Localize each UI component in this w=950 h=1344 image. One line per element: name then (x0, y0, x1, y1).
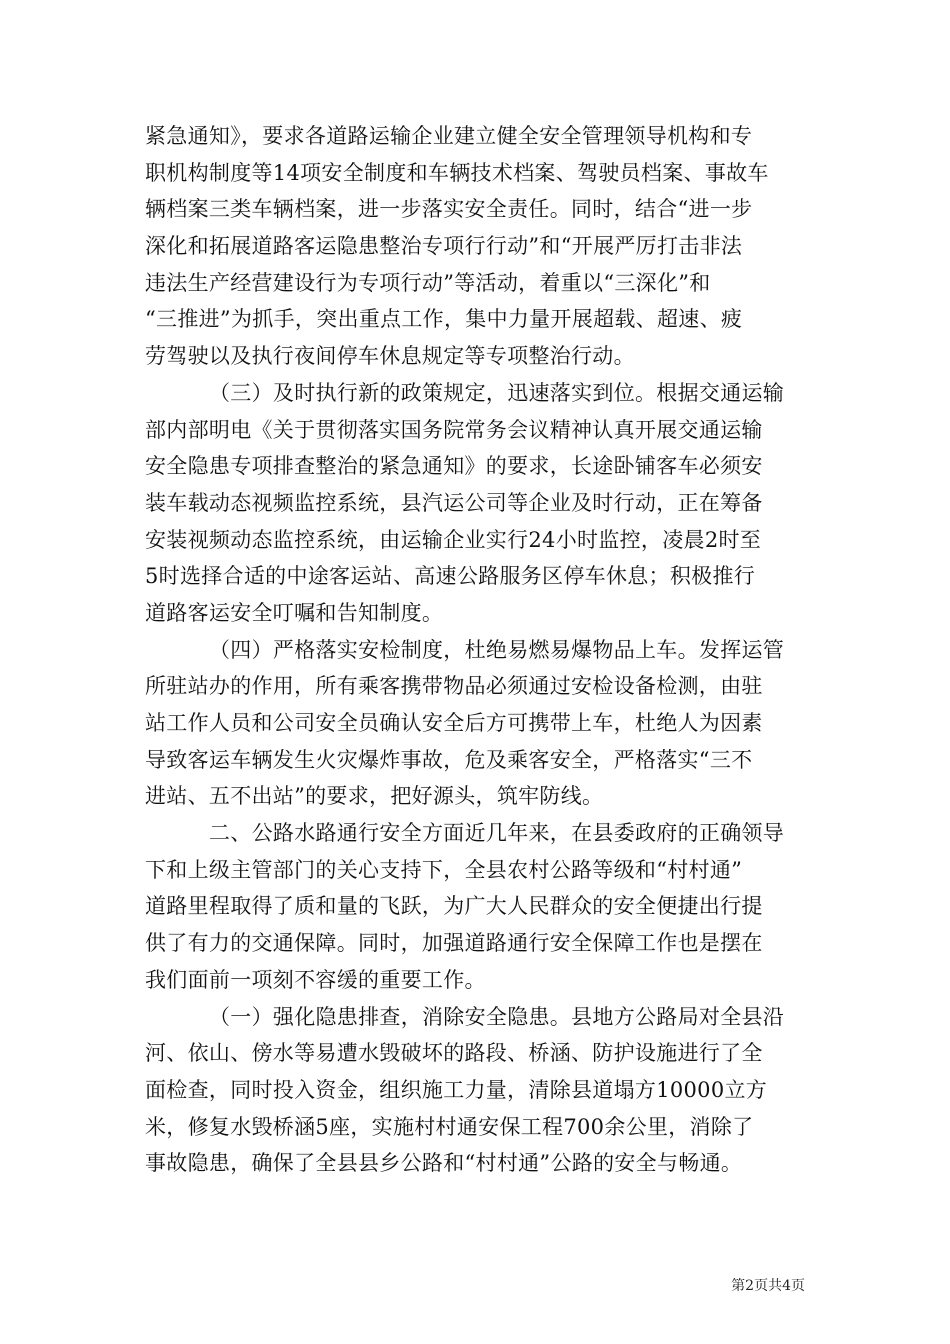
text-line: 道路里程取得了质和量的飞跃，为广大人民群众的安全便捷出行提 (145, 894, 763, 919)
text-line: （一）强化隐患排查，消除安全隐患。县地方公路局对全县沿 (209, 1004, 785, 1029)
body-text (145, 118, 807, 1182)
text-line: 违法生产经营建设行为专项行动”等活动，着重以“三深化”和 (145, 270, 711, 295)
text-line: 紧急通知》，要求各道路运输企业建立健全安全管理领导机构和专 (145, 124, 753, 148)
text-line: 站工作人员和公司安全员确认安全后方可携带上车，杜绝人为因素 (145, 711, 763, 735)
text-line: 二、公路水路通行安全方面近几年来，在县委政府的正确领导 (209, 821, 785, 846)
text-line: 供了有力的交通保障。同时，加强道路通行安全保障工作也是摆在 (145, 931, 763, 956)
text-line: 部内部明电《关于贯彻落实国务院常务会议精神认真开展交通运输 (145, 417, 763, 442)
text-line: 5时选择合适的中途客运站、高速公路服务区停车休息；积极推行 (145, 564, 756, 589)
text-line: 所驻站办的作用，所有乘客携带物品必须通过安检设备检测，由驻 (145, 674, 763, 699)
page-number-footer: 第2页共4页 (731, 1278, 805, 1294)
text-line: 导致客运车辆发生火灾爆炸事故，危及乘客安全，严格落实“三不 (145, 747, 753, 772)
text-line: 米，修复水毁桥涵5座，实施村村通安保工程700余公里，消除了 (145, 1114, 754, 1139)
text-line: 辆档案三类车辆档案，进一步落实安全责任。同时，结合“进一步 (145, 197, 753, 222)
text-line: 下和上级主管部门的关心支持下，全县农村公路等级和“村村通” (145, 857, 743, 882)
text-line: 深化和拓展道路客运隐患整治专项行行动”和“开展严厉打击非法 (145, 234, 743, 259)
text-line: “三推进”为抓手，突出重点工作，集中力量开展超载、超速、疲 (145, 307, 743, 332)
text-line: （三）及时执行新的政策规定，迅速落实到位。根据交通运输 (209, 380, 785, 405)
text-line: 安装视频动态监控系统，由运输企业实行24小时监控，凌晨2时至 (145, 527, 762, 552)
text-line: 面检查，同时投入资金，组织施工力量，清除县道塌方10000立方 (145, 1077, 768, 1102)
text-line: 劳驾驶以及执行夜间停车休息规定等专项整治行动。 (145, 344, 635, 369)
text-line: 安全隐患专项排查整治的紧急通知》的要求，长途卧铺客车必须安 (145, 454, 763, 479)
text-line: 进站、五不出站”的要求，把好源头，筑牢防线。 (145, 784, 604, 809)
text-line: 道路客运安全叮嘱和告知制度。 (145, 600, 444, 625)
text-line: 装车载动态视频监控系统，县汽运公司等企业及时行动，正在筹备 (145, 490, 763, 515)
text-line: 河、依山、傍水等易遭水毁破坏的路段、桥涵、防护设施进行了全 (145, 1041, 763, 1066)
text-line: 事故隐患，确保了全县县乡公路和“村村通”公路的安全与畅通。 (145, 1151, 743, 1176)
text-line: 职机构制度等14项安全制度和车辆技术档案、驾驶员档案、事故车 (145, 160, 769, 185)
text-line: （四）严格落实安检制度，杜绝易燃易爆物品上车。发挥运管 (209, 637, 785, 662)
text-line: 我们面前一项刻不容缓的重要工作。 (145, 967, 486, 992)
